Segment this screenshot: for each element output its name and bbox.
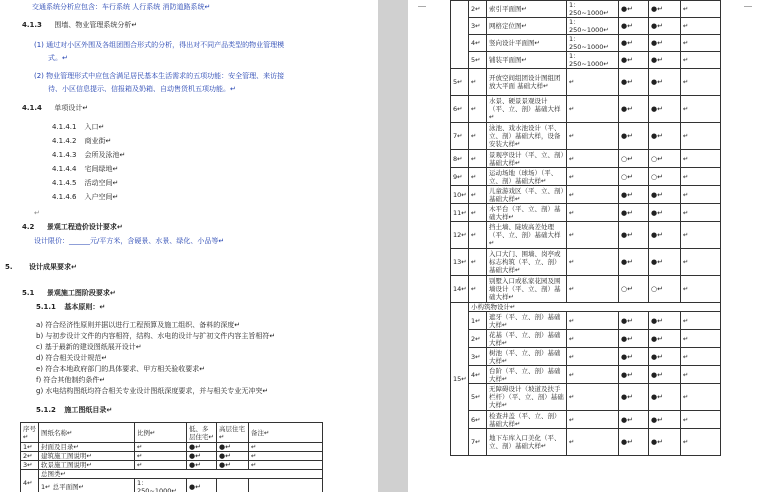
cell-no: 1↵ <box>21 443 39 452</box>
cell-name <box>39 479 135 492</box>
cell-no: 7↵ <box>451 123 469 150</box>
subitem-label: 入口↵ <box>84 123 105 131</box>
table-row <box>451 222 721 249</box>
cell-scale: 1：250~1000↵ <box>135 479 187 492</box>
cell-subno: ↵ <box>469 186 487 204</box>
cell-subno: ↵ <box>469 69 487 96</box>
col-header-no: 序号↵ <box>21 423 39 443</box>
cell-high-rise: ●↵ <box>649 312 681 330</box>
cell-name: 索引平面图↵ <box>487 1 567 18</box>
cell-name: 无障碍设计（坡道及扶手栏杆）（平、立、剖）基础大样↵ <box>487 384 567 411</box>
paragraph-mark: ↵ <box>34 209 40 217</box>
cell-remark <box>249 479 323 492</box>
cell-no: 4↵ <box>21 470 39 492</box>
cell-high-rise: ●↵ <box>649 366 681 384</box>
crop-mark <box>418 6 426 7</box>
cell-high-rise: ○↵ <box>649 150 681 168</box>
drawing-list-table <box>20 422 323 492</box>
cell-remark: ↵ <box>681 18 721 35</box>
principle-b: b) 与初步设计文件的内容相符，结构、水电的设计与扩初文件内容主旨相符↵ <box>36 332 276 340</box>
cell-scale: ↵ <box>135 452 187 461</box>
col-header-high-rise: 高层住宅↵ <box>217 423 249 443</box>
heading-title: 景观施工图阶段要求↵ <box>46 289 116 297</box>
cell-no <box>451 1 469 69</box>
cell-name: 儿童游戏区（平、立、剖）基础大样↵ <box>487 186 567 204</box>
table-row <box>451 35 721 52</box>
table-row <box>21 479 323 492</box>
cell-scale: ↵ <box>567 186 619 204</box>
cell-low-rise: ●↵ <box>619 186 649 204</box>
page-gutter <box>378 0 408 492</box>
table-row <box>451 330 721 348</box>
cell-subno: 3↵ <box>469 348 487 366</box>
table-row <box>451 204 721 222</box>
cell-scale: ↵ <box>567 249 619 276</box>
cell-low-rise: ●↵ <box>619 312 649 330</box>
heading-title: 基本原则：↵ <box>64 303 106 311</box>
cell-subno: ↵ <box>469 222 487 249</box>
cell-remark: ↵ <box>681 249 721 276</box>
heading-number: 5.1 <box>22 289 35 297</box>
principle-e: e) 符合本地政府部门的具体要求、甲方相关验收要求↵ <box>36 365 206 373</box>
subitem-4-1-4-1 <box>52 122 104 132</box>
cell-remark: ↵ <box>681 429 721 456</box>
cell-scale: ↵ <box>567 276 619 303</box>
cell-subno: 7↵ <box>469 429 487 456</box>
cell-low-rise: ●↵ <box>619 330 649 348</box>
heading-title: 单项设计↵ <box>54 104 89 112</box>
cell-scale: ↵ <box>567 123 619 150</box>
subitem-label: 商业街↵ <box>84 137 112 145</box>
cell-low-rise: ●↵ <box>619 69 649 96</box>
cell-subno: ↵ <box>469 249 487 276</box>
cell-high-rise: ●↵ <box>217 461 249 470</box>
cell-name: 地下车库入口美化（平、立、剖）基础大样↵ <box>487 429 567 456</box>
heading-title: 施工图纸目录↵ <box>64 406 113 414</box>
cell-scale: ↵ <box>567 222 619 249</box>
cell-remark: ↵ <box>681 312 721 330</box>
table-row <box>451 69 721 96</box>
paragraph-1-line-2: 式。↵ <box>48 54 68 62</box>
cell-name: 挡土墙、陡坡高差处理（平、立、剖）基础大样↵ <box>487 222 567 249</box>
heading-5-1 <box>22 288 116 298</box>
table-row <box>451 168 721 186</box>
cell-high-rise: ●↵ <box>649 429 681 456</box>
cell-scale: 1：250~1000↵ <box>567 1 619 18</box>
cell-high-rise: ●↵ <box>649 384 681 411</box>
cell-scale: ↵ <box>567 69 619 96</box>
cell-low-rise: ●↵ <box>187 443 217 452</box>
cell-low-rise: ●↵ <box>619 222 649 249</box>
cell-high-rise: ●↵ <box>649 330 681 348</box>
cell-remark: ↵ <box>249 452 323 461</box>
subitem-number: 4.1.4.6 <box>52 193 77 201</box>
cell-remark: ↵ <box>681 168 721 186</box>
design-price-limit: 设计限价：______元/平方米，含硬景、水景、绿化、小品等↵ <box>34 237 225 245</box>
paragraph-2-line-2: 待、小区信息提示、信报箱及奶箱、自动售货机五项功能。↵ <box>48 85 236 93</box>
cell-subno: 3↵ <box>469 18 487 35</box>
cell-scale: ↵ <box>567 150 619 168</box>
cell-name-text: 总平面图↵ <box>52 483 85 491</box>
cell-group-title: 小构筑物设计↵ <box>469 303 721 312</box>
cell-subno: 6↵ <box>469 411 487 429</box>
heading-title: 设计成果要求↵ <box>28 263 77 271</box>
cell-high-rise: ●↵ <box>649 186 681 204</box>
table-row <box>451 18 721 35</box>
cell-high-rise: ●↵ <box>649 123 681 150</box>
cell-no: 2↵ <box>21 452 39 461</box>
cell-scale: ↵ <box>567 384 619 411</box>
table-row <box>21 443 323 452</box>
cell-low-rise: ●↵ <box>619 35 649 52</box>
cell-remark: ↵ <box>681 222 721 249</box>
cell-high-rise: ●↵ <box>649 1 681 18</box>
cell-low-rise: ●↵ <box>187 461 217 470</box>
cell-scale: 1：250~1000↵ <box>567 35 619 52</box>
table-row <box>451 123 721 150</box>
cell-name: 检查井盖（平、立、剖）基础大样↵ <box>487 411 567 429</box>
cell-subno: 2↵ <box>469 1 487 18</box>
cell-remark: ↵ <box>681 1 721 18</box>
subitem-label: 活动空间↵ <box>84 179 119 187</box>
cell-high-rise: ●↵ <box>649 348 681 366</box>
cell-low-rise: ●↵ <box>619 249 649 276</box>
cell-remark: ↵ <box>681 330 721 348</box>
heading-number: 5. <box>5 263 13 271</box>
cell-subno: ↵ <box>469 204 487 222</box>
cell-subno: ↵ <box>469 96 487 123</box>
traffic-system-line: 交通系统分析应包含：车行系统 人行系统 消防道路系统↵ <box>32 3 211 11</box>
cell-scale: ↵ <box>567 411 619 429</box>
cell-name: 运动场地（球场）（平、立、剖）基础大样↵ <box>487 168 567 186</box>
cell-remark: ↵ <box>681 123 721 150</box>
cell-scale: 1：250~1000↵ <box>567 18 619 35</box>
cell-high-rise: ●↵ <box>649 35 681 52</box>
cell-name: 封面及目录↵ <box>39 443 135 452</box>
cell-remark: ↵ <box>681 186 721 204</box>
cell-low-rise: ○↵ <box>619 150 649 168</box>
heading-4-1-3 <box>22 20 137 30</box>
cell-no: 14↵ <box>451 276 469 303</box>
cell-name: 入口大门、围墙、岗亭或标志构筑（平、立、剖）基础大样↵ <box>487 249 567 276</box>
cell-remark: ↵ <box>681 384 721 411</box>
subitem-4-1-4-4 <box>52 164 118 174</box>
cell-no: 6↵ <box>451 96 469 123</box>
principle-a: a) 符合经济性原则并据以进行工程预算及施工组织、备料的深度↵ <box>36 321 241 329</box>
cell-name: 木平台（平、立、剖）基础大样↵ <box>487 204 567 222</box>
heading-number: 5.1.2 <box>36 406 56 414</box>
principle-f: f) 符合其他制约条件↵ <box>36 376 106 384</box>
cell-low-rise: ●↵ <box>619 204 649 222</box>
cell-subno: 4↵ <box>469 35 487 52</box>
cell-name: 铺装平面图↵ <box>487 52 567 69</box>
paragraph-1-line-1: (1) 通过对小区外围及各组团围合形式的分析，得出对不同产品类型的物业管理模 <box>34 41 285 49</box>
crop-mark <box>744 6 752 7</box>
subitem-number: 4.1.4.4 <box>52 165 77 173</box>
cell-scale: ↵ <box>567 330 619 348</box>
cell-scale: ↵ <box>567 366 619 384</box>
cell-high-rise: ●↵ <box>649 411 681 429</box>
cell-subno: 1↵ <box>41 483 51 491</box>
cell-subno: 5↵ <box>469 384 487 411</box>
cell-low-rise: ●↵ <box>619 96 649 123</box>
subitem-label: 入户空间↵ <box>84 193 119 201</box>
subitem-number: 4.1.4.1 <box>52 123 77 131</box>
table-row <box>451 276 721 303</box>
cell-remark: ↵ <box>681 348 721 366</box>
table-row <box>451 348 721 366</box>
cell-remark: ↵ <box>249 443 323 452</box>
cell-subno: 2↵ <box>469 330 487 348</box>
table-row <box>451 52 721 69</box>
cell-low-rise: ●↵ <box>619 1 649 18</box>
cell-low-rise: ●↵ <box>619 429 649 456</box>
cell-remark: ↵ <box>681 276 721 303</box>
cell-high-rise: ●↵ <box>217 443 249 452</box>
document-page-right <box>408 0 760 492</box>
table-row <box>451 429 721 456</box>
principle-g: g) 水电结构图纸均符合相关专业设计图纸深度要求，并与相关专业无冲突↵ <box>36 387 269 395</box>
cell-subno: ↵ <box>469 168 487 186</box>
cell-scale: ↵ <box>567 96 619 123</box>
heading-title: 景观工程造价设计要求↵ <box>46 223 123 231</box>
col-header-low-rise: 低、多层住宅↵ <box>187 423 217 443</box>
table-row <box>451 384 721 411</box>
cell-name: 软景施工图说明↵ <box>39 461 135 470</box>
cell-high-rise: ○↵ <box>649 168 681 186</box>
cell-subno: ↵ <box>469 150 487 168</box>
col-header-remark: 备注↵ <box>249 423 323 443</box>
table-row <box>451 411 721 429</box>
cell-low-rise: ○↵ <box>619 168 649 186</box>
cell-name: 树池（平、立、剖）基础大样↵ <box>487 348 567 366</box>
cell-remark: ↵ <box>681 69 721 96</box>
cell-high-rise: ●↵ <box>649 204 681 222</box>
principle-c: c) 基于最新的建设图纸展开设计↵ <box>36 343 142 351</box>
cell-name: 花基（平、立、剖）基础大样↵ <box>487 330 567 348</box>
cell-no: 3↵ <box>21 461 39 470</box>
cell-low-rise: ●↵ <box>619 411 649 429</box>
table-row <box>451 96 721 123</box>
heading-4-2 <box>22 222 123 232</box>
cell-no: 8↵ <box>451 150 469 168</box>
cell-name: 水景、硬景景观设计（平、立、剖）基础大样↵ <box>487 96 567 123</box>
cell-high-rise <box>217 479 249 492</box>
cell-name: 别墅入口或私家花园及围墙设计（平、立、剖）基础大样↵ <box>487 276 567 303</box>
document-page-left <box>0 0 378 492</box>
cell-name: 遮牙（平、立、剖）基础大样↵ <box>487 312 567 330</box>
cell-high-rise: ●↵ <box>649 222 681 249</box>
subitem-number: 4.1.4.2 <box>52 137 77 145</box>
cell-low-rise: ●↵ <box>619 348 649 366</box>
subitem-4-1-4-6 <box>52 192 118 202</box>
table-row <box>451 186 721 204</box>
cell-remark: ↵ <box>249 461 323 470</box>
subitem-label: 宅间绿地↵ <box>84 165 119 173</box>
cell-remark: ↵ <box>681 411 721 429</box>
heading-4-1-4 <box>22 103 88 113</box>
cell-no: 5↵ <box>451 69 469 96</box>
cell-low-rise: ●↵ <box>619 18 649 35</box>
cell-remark: ↵ <box>681 96 721 123</box>
cell-high-rise: ●↵ <box>649 249 681 276</box>
cell-no: 9↵ <box>451 168 469 186</box>
table-row <box>21 461 323 470</box>
cell-remark: ↵ <box>681 52 721 69</box>
table-row <box>451 1 721 18</box>
cell-no: 10↵ <box>451 186 469 204</box>
cell-name: 竖向设计平面图↵ <box>487 35 567 52</box>
cell-low-rise: ●↵ <box>187 479 217 492</box>
paragraph-2-line-1: (2) 物业管理形式中应包含满足居民基本生活需求的五项功能：安全管理、来访接 <box>34 72 285 80</box>
cell-name: 网格定位图↵ <box>487 18 567 35</box>
cell-high-rise: ●↵ <box>649 69 681 96</box>
cell-scale: ↵ <box>567 348 619 366</box>
cell-low-rise: ●↵ <box>619 366 649 384</box>
table-row <box>451 150 721 168</box>
cell-no: 12↵ <box>451 222 469 249</box>
cell-name: 开放空间组团设计图组团放大平面 基础大样↵ <box>487 69 567 96</box>
cell-name: 台阶（平、立、剖）基础大样↵ <box>487 366 567 384</box>
subitem-number: 4.1.4.5 <box>52 179 77 187</box>
cell-scale: ↵ <box>567 312 619 330</box>
cell-low-rise: ●↵ <box>619 123 649 150</box>
cell-subno: 1↵ <box>469 312 487 330</box>
table-row <box>451 312 721 330</box>
cell-name: 泳池、戏水池设计（平、立、剖）基础大样，设备安装大样↵ <box>487 123 567 150</box>
cell-name: 景观亭设计（平、立、剖）基础大样↵ <box>487 150 567 168</box>
heading-5-1-1 <box>36 302 105 312</box>
table-header-row <box>21 423 323 443</box>
cell-no: 15↵ <box>451 303 469 456</box>
col-header-name: 图纸名称↵ <box>39 423 135 443</box>
cell-scale: 1：250~1000↵ <box>567 52 619 69</box>
cell-subno: 4↵ <box>469 366 487 384</box>
cell-subno: ↵ <box>469 123 487 150</box>
subitem-number: 4.1.4.3 <box>52 151 77 159</box>
cell-no: 13↵ <box>451 249 469 276</box>
cell-high-rise: ●↵ <box>649 52 681 69</box>
drawing-list-table-continued <box>450 0 721 456</box>
cell-high-rise: ●↵ <box>649 96 681 123</box>
subitem-4-1-4-3 <box>52 150 125 160</box>
cell-high-rise: ○↵ <box>649 276 681 303</box>
table-group-row <box>451 303 721 312</box>
cell-subno: 5↵ <box>469 52 487 69</box>
heading-number: 4.2 <box>22 223 35 231</box>
cell-name: 建筑施工图说明↵ <box>39 452 135 461</box>
cell-remark: ↵ <box>681 35 721 52</box>
cell-low-rise: ●↵ <box>187 452 217 461</box>
cell-remark: ↵ <box>681 366 721 384</box>
heading-5 <box>5 262 77 272</box>
cell-no: 11↵ <box>451 204 469 222</box>
cell-remark: ↵ <box>681 150 721 168</box>
cell-high-rise: ●↵ <box>217 452 249 461</box>
cell-low-rise: ○↵ <box>619 276 649 303</box>
subitem-label: 会所及泳池↵ <box>84 151 126 159</box>
table-row <box>21 452 323 461</box>
cell-remark: ↵ <box>681 204 721 222</box>
cell-scale: ↵ <box>567 429 619 456</box>
table-group-row <box>21 470 323 479</box>
cell-subno: ↵ <box>469 276 487 303</box>
cell-low-rise: ●↵ <box>619 52 649 69</box>
cell-scale: ↵ <box>135 443 187 452</box>
cell-scale: ↵ <box>135 461 187 470</box>
col-header-scale: 比例↵ <box>135 423 187 443</box>
heading-number: 4.1.4 <box>22 104 42 112</box>
heading-5-1-2 <box>36 405 112 415</box>
heading-number: 4.1.3 <box>22 21 42 29</box>
heading-number: 5.1.1 <box>36 303 56 311</box>
subitem-4-1-4-2 <box>52 136 111 146</box>
cell-high-rise: ●↵ <box>649 18 681 35</box>
heading-title: 围墙、物业管理系统分析↵ <box>54 21 138 29</box>
cell-group-title: 总图类↵ <box>39 470 323 479</box>
cell-scale: ↵ <box>567 204 619 222</box>
principle-d: d) 符合相关设计规范↵ <box>36 354 108 362</box>
table-row <box>451 366 721 384</box>
cell-low-rise: ●↵ <box>619 384 649 411</box>
table-row <box>451 249 721 276</box>
subitem-4-1-4-5 <box>52 178 118 188</box>
cell-scale: ↵ <box>567 168 619 186</box>
